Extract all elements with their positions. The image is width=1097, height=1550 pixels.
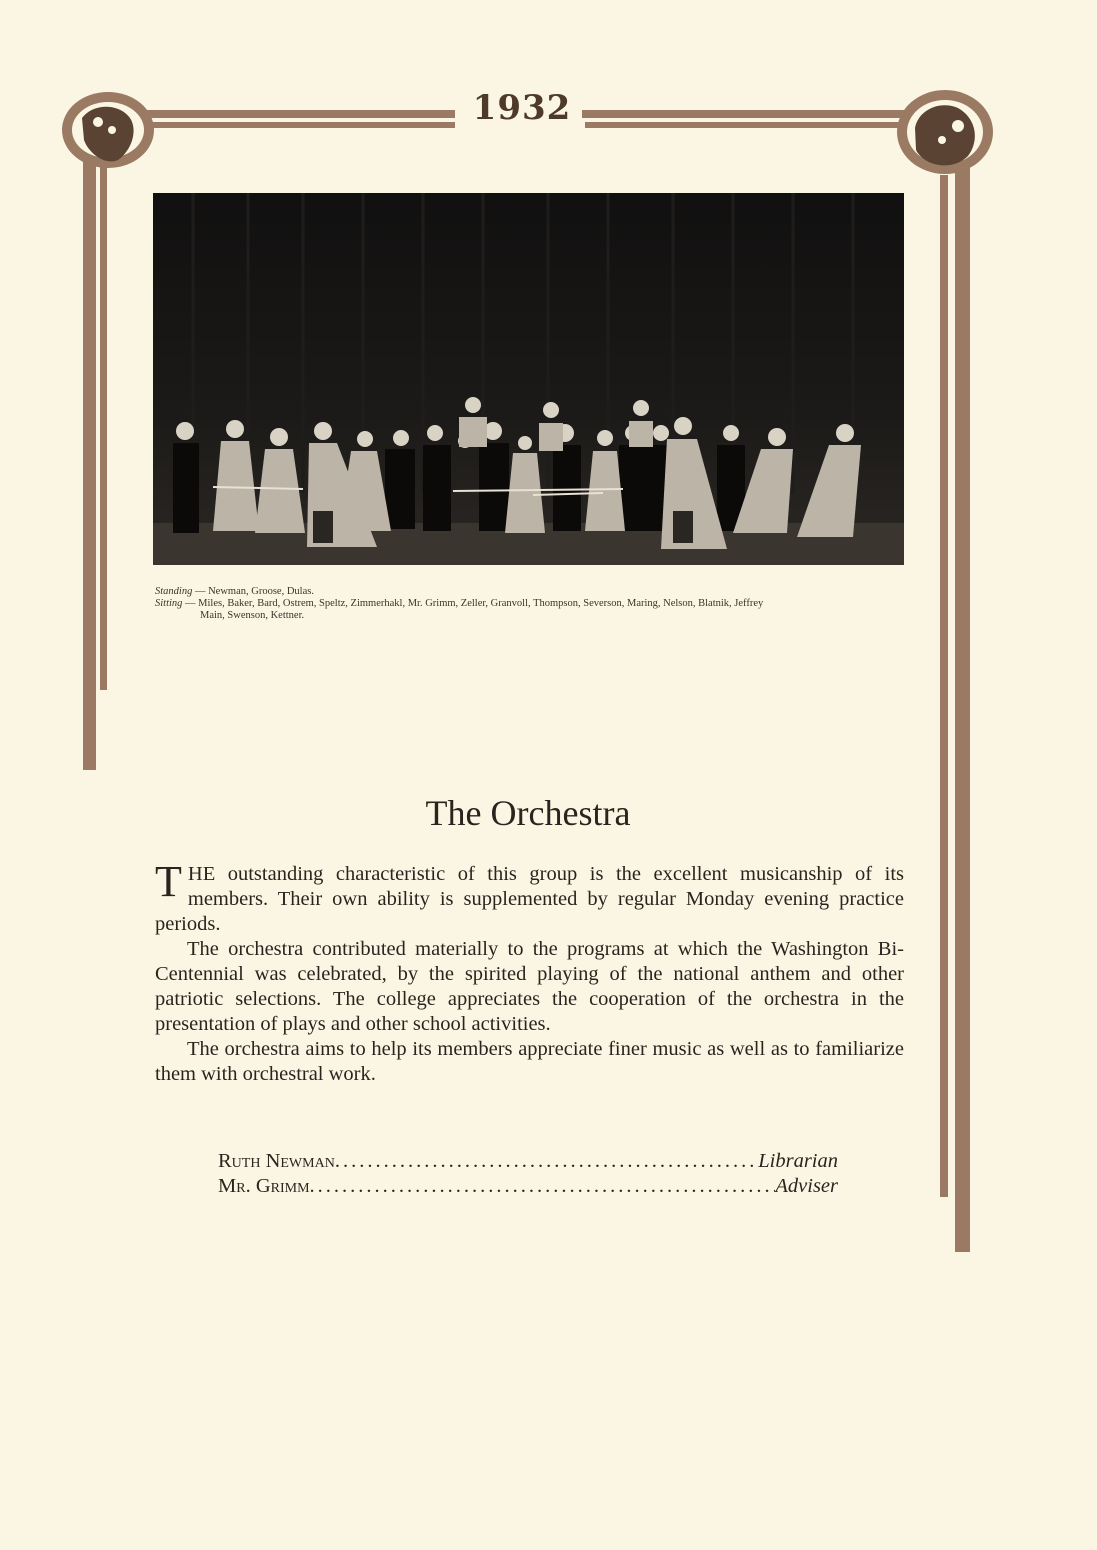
caption-sitting-names: — Miles, Baker, Bard, Ostrem, Speltz, Zimmerhakl, Mr. Grimm, Zeller, Granvoll, Thompson, Severson, Maring, Nelson, Blatnik, Jeffrey: [185, 598, 764, 609]
caption-sitting-names-continued: Main, Swenson, Kettner.: [200, 610, 305, 621]
officer-role: Adviser: [775, 1175, 838, 1197]
orchestra-group-photo: [153, 193, 904, 565]
paragraph-2: The orchestra contributed materially to the programs at which the Washington Bi-Centennial was celebrated, by the spirited playing of the national anthem and other patriotic selections. The college appreciates the cooperation of the orchestra in the presentation of plays and other school activities.: [155, 938, 904, 1035]
page-title: The Orchestra: [425, 793, 631, 833]
leader-dots: [310, 1174, 776, 1199]
officers-list: [218, 1149, 838, 1199]
caption-standing-label: Standing: [155, 586, 193, 597]
caption-standing-line: [155, 586, 905, 598]
left-corner-ornament: [62, 92, 154, 168]
right-corner-ornament: [897, 90, 993, 174]
caption-standing-names: — Newman, Groose, Dulas.: [194, 586, 314, 597]
year-heading: 1932: [462, 86, 582, 130]
drop-cap: T: [155, 857, 182, 906]
officer-row: [218, 1174, 838, 1199]
leader-dots: [335, 1149, 758, 1174]
caption-sitting-line: [155, 598, 905, 610]
paragraph-1-text: HE outstanding characteristic of this group is the excellent musicanship of its members. Their own ability is supplemented by regular Monday evening practice periods.: [155, 863, 904, 935]
officer-name: Ruth Newman: [218, 1150, 335, 1172]
photo-caption: [155, 586, 905, 622]
article-body: [155, 857, 904, 1087]
paragraph-3: The orchestra aims to help its members appreciate finer music as well as to familiarize them with orchestral work.: [155, 1038, 904, 1085]
officer-row: [218, 1149, 838, 1174]
caption-sitting-label: Sitting: [155, 598, 183, 609]
officer-role: Librarian: [758, 1150, 838, 1172]
paragraph-1: [155, 857, 904, 937]
officer-name: Mr. Grimm: [218, 1175, 310, 1197]
